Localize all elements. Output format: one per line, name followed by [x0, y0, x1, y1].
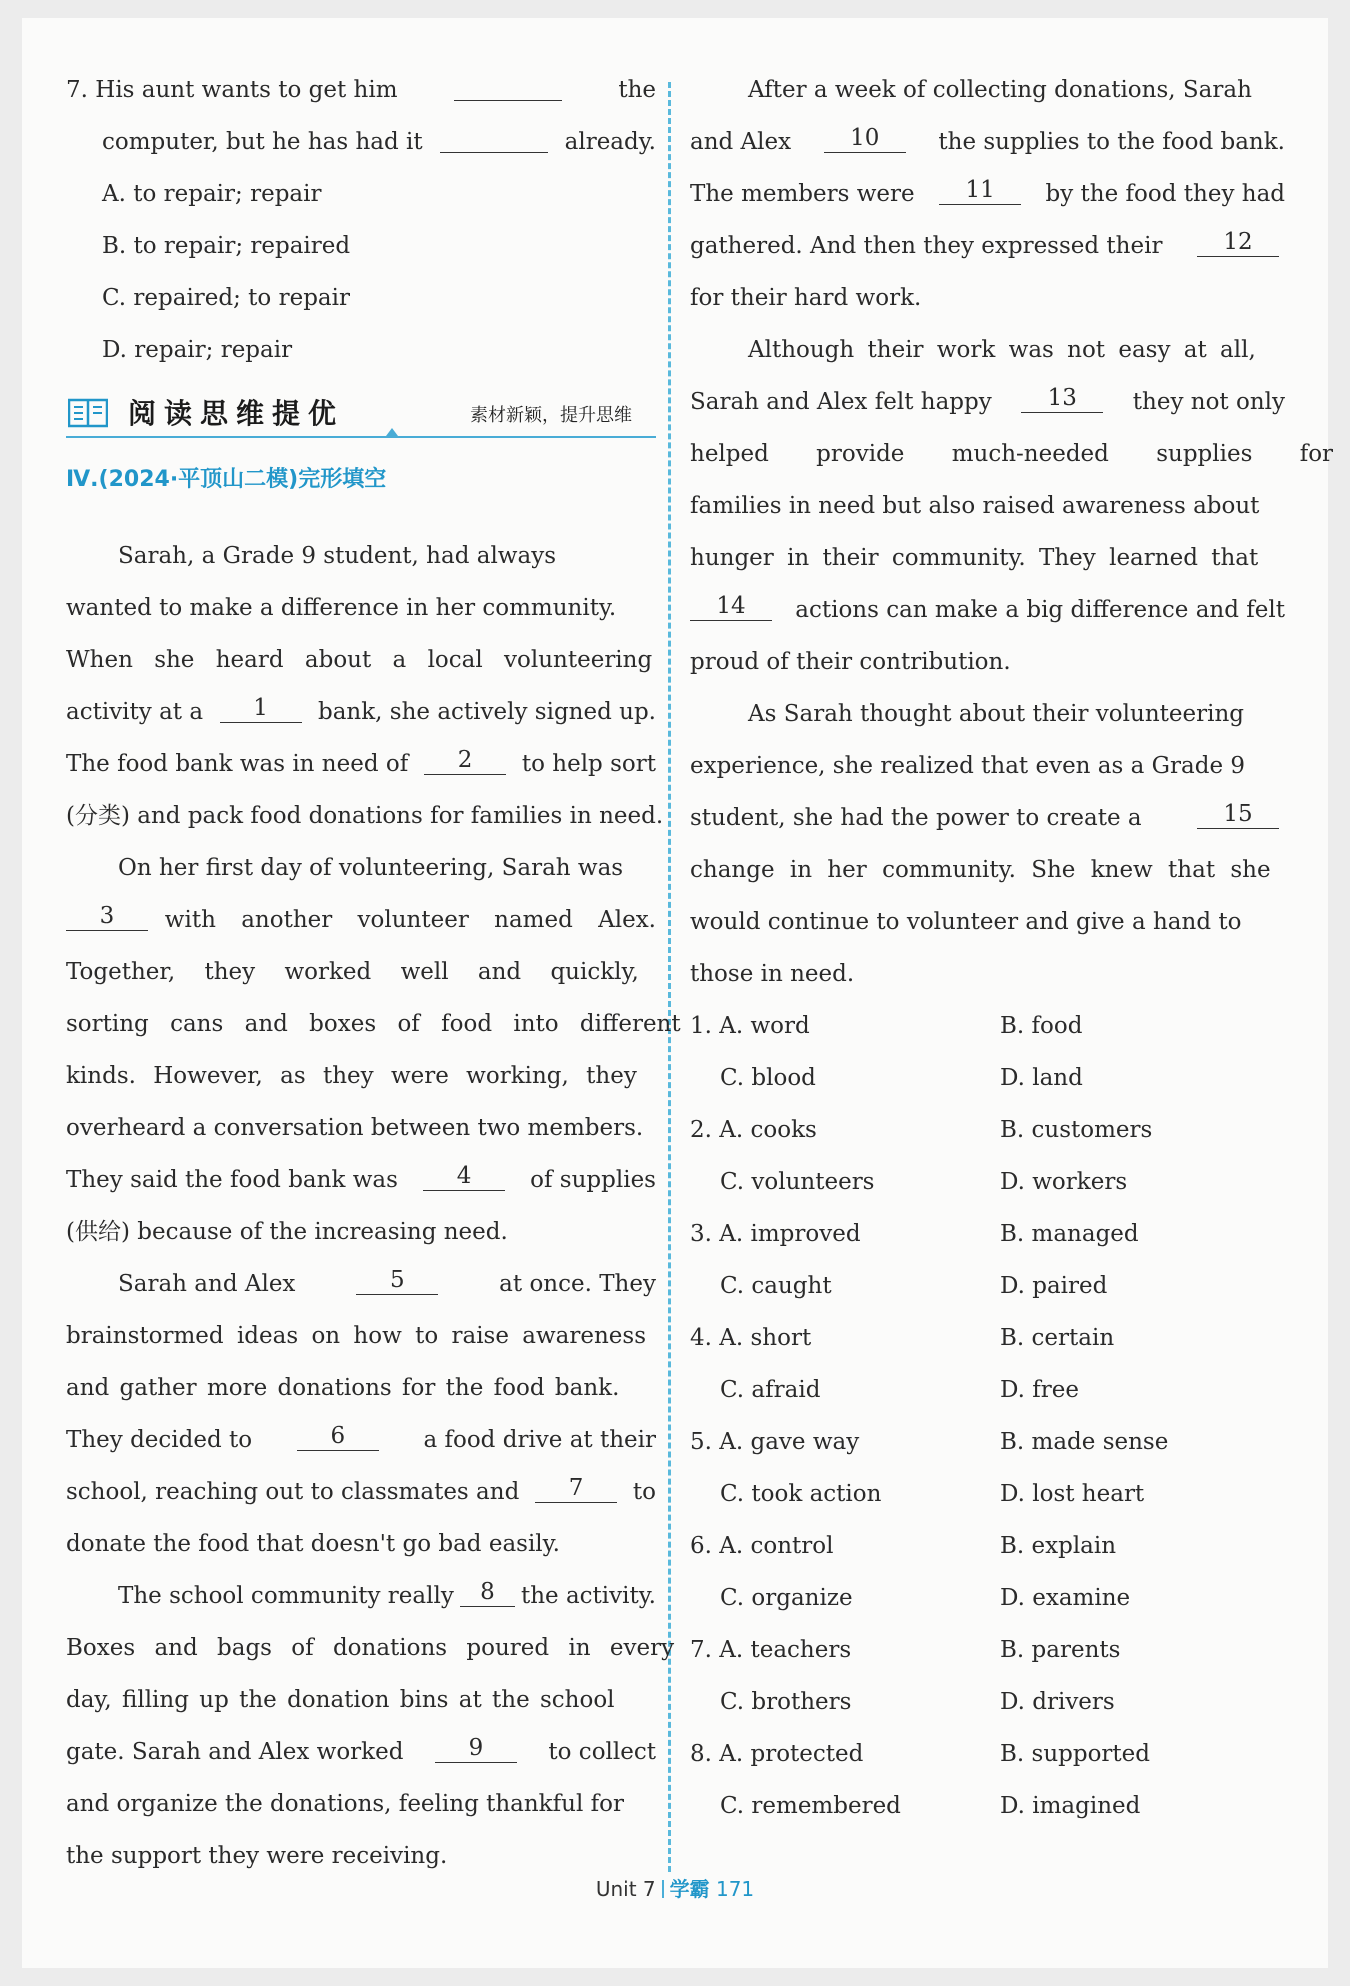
passage-line: for their hard work.: [690, 285, 922, 311]
blank-8[interactable]: 8: [460, 1576, 515, 1607]
passage-line: and gather more donations for the food bank.: [66, 1375, 620, 1401]
passage-line: hunger in their community. They learned that: [690, 545, 1259, 571]
q2-option-d[interactable]: D. workers: [1000, 1169, 1128, 1195]
passage-line: would continue to volunteer and give a hand to: [690, 909, 1242, 935]
section-header: [66, 390, 656, 442]
blank-7[interactable]: 7: [535, 1472, 617, 1503]
q1-option-b[interactable]: B. food: [1000, 1013, 1083, 1039]
passage-line: On her first day of volunteering, Sarah was: [118, 855, 624, 881]
passage-line: overheard a conversation between two members.: [66, 1115, 644, 1141]
q4-option-a[interactable]: 4. A. short: [690, 1325, 812, 1351]
q7-option-b[interactable]: B. parents: [1000, 1637, 1121, 1663]
passage-line: helped provide much-needed supplies for: [690, 441, 1334, 467]
passage-line: those in need.: [690, 961, 855, 987]
q8-option-c[interactable]: C. remembered: [720, 1793, 901, 1819]
q3-option-c[interactable]: C. caught: [720, 1273, 832, 1299]
passage-line: Sarah, a Grade 9 student, had always: [118, 543, 556, 569]
passage-line: wanted to make a difference in her community.: [66, 595, 617, 621]
section-header-title: 阅读思维提优: [128, 397, 345, 430]
q8-option-d[interactable]: D. imagined: [1000, 1793, 1141, 1819]
footer-brand: 学霸: [669, 1877, 710, 1901]
blank-4[interactable]: 4: [423, 1160, 505, 1191]
q7-option-a[interactable]: 7. A. teachers: [690, 1637, 852, 1663]
blank-3[interactable]: 3: [66, 900, 148, 931]
passage-line: 3 with another volunteer named Alex.: [66, 900, 656, 940]
q8-option-a[interactable]: 8. A. protected: [690, 1741, 864, 1767]
blank-15[interactable]: 15: [1197, 798, 1279, 829]
q5-option-a[interactable]: 5. A. gave way: [690, 1429, 860, 1455]
passage-line: Although their work was not easy at all,: [748, 337, 1256, 363]
passage-line: day, filling up the donation bins at the school: [66, 1687, 615, 1713]
footer-separator: [662, 1880, 664, 1898]
blank-10[interactable]: 10: [824, 122, 906, 153]
passage-line: student, she had the power to create a 15: [690, 798, 1285, 838]
q7-option-d[interactable]: D. drivers: [1000, 1689, 1115, 1715]
blank-6[interactable]: 6: [297, 1420, 379, 1451]
q5-option-b[interactable]: B. made sense: [1000, 1429, 1169, 1455]
passage-line: activity at a 1 bank, she actively signed up.: [66, 692, 656, 732]
passage-line: gate. Sarah and Alex worked 9 to collect: [66, 1732, 656, 1772]
workbook-page: [22, 18, 1334, 1968]
passage-line: and organize the donations, feeling thankful for: [66, 1791, 624, 1817]
q3-option-d[interactable]: D. paired: [1000, 1273, 1108, 1299]
q7-option-a: A. to repair; repair: [102, 181, 322, 207]
answer-blank[interactable]: [454, 70, 562, 101]
answer-blank[interactable]: [440, 122, 548, 153]
blank-13[interactable]: 13: [1021, 382, 1103, 413]
passage-line: Together, they worked well and quickly,: [66, 959, 639, 985]
passage-line: They decided to 6 a food drive at their: [66, 1420, 656, 1460]
page-footer: [22, 1874, 1328, 1904]
blank-11[interactable]: 11: [939, 174, 1021, 205]
passage-line: (供给) because of the increasing need.: [66, 1219, 508, 1245]
q1-option-a[interactable]: 1. A. word: [690, 1013, 810, 1039]
q1-option-d[interactable]: D. land: [1000, 1065, 1083, 1091]
passage-line: experience, she realized that even as a Grade 9: [690, 753, 1246, 779]
q1-option-c[interactable]: C. blood: [720, 1065, 816, 1091]
q6-option-a[interactable]: 6. A. control: [690, 1533, 834, 1559]
footer-unit: Unit 7: [595, 1877, 656, 1901]
passage-line: donate the food that doesn't go bad easily.: [66, 1531, 560, 1557]
passage-line: school, reaching out to classmates and 7 to: [66, 1472, 656, 1512]
q6-option-b[interactable]: B. explain: [1000, 1533, 1117, 1559]
page-number: 171: [715, 1877, 755, 1901]
q4-option-b[interactable]: B. certain: [1000, 1325, 1115, 1351]
passage-line: (分类) and pack food donations for families in need.: [66, 803, 664, 829]
passage-line: The school community really 8 the activity.: [66, 1576, 656, 1616]
passage-line: After a week of collecting donations, Sarah: [748, 77, 1252, 103]
q5-option-d[interactable]: D. lost heart: [1000, 1481, 1145, 1507]
q2-option-b[interactable]: B. customers: [1000, 1117, 1153, 1143]
passage-line: kinds. However, as they were working, they: [66, 1063, 637, 1089]
passage-line: Boxes and bags of donations poured in every: [66, 1635, 675, 1661]
q7-line-1: 7. His aunt wants to get him the: [66, 70, 656, 110]
q6-option-d[interactable]: D. examine: [1000, 1585, 1131, 1611]
q7-line-2: computer, but he has had it already.: [66, 122, 656, 162]
open-book-icon: [68, 396, 108, 430]
header-pointer: [386, 428, 398, 436]
q7-option-c: C. repaired; to repair: [102, 285, 350, 311]
passage-line: the support they were receiving.: [66, 1843, 448, 1869]
passage-line: families in need but also raised awareness about: [690, 493, 1260, 519]
q3-option-a[interactable]: 3. A. improved: [690, 1221, 861, 1247]
q2-option-a[interactable]: 2. A. cooks: [690, 1117, 817, 1143]
passage-line: The food bank was in need of 2 to help sort: [66, 744, 656, 784]
q7-option-b: B. to repair; repaired: [102, 233, 351, 259]
passage-line: brainstormed ideas on how to raise awareness: [66, 1323, 647, 1349]
section-header-subtitle: 素材新颖，提升思维: [470, 405, 632, 426]
passage-line: gathered. And then they expressed their 12: [690, 226, 1285, 266]
q4-option-d[interactable]: D. free: [1000, 1377, 1079, 1403]
passage-line: When she heard about a local volunteering: [66, 647, 653, 673]
passage-line: change in her community. She knew that she: [690, 857, 1271, 883]
passage-line: They said the food bank was 4 of supplies: [66, 1160, 656, 1200]
passage-line: The members were 11 by the food they had: [690, 174, 1285, 214]
passage-line: As Sarah thought about their volunteering: [748, 701, 1244, 727]
blank-14[interactable]: 14: [690, 590, 772, 621]
q7-option-c[interactable]: C. brothers: [720, 1689, 852, 1715]
blank-1[interactable]: 1: [220, 692, 302, 723]
q2-option-c[interactable]: C. volunteers: [720, 1169, 875, 1195]
passage-line: Sarah and Alex 5 at once. They: [66, 1264, 656, 1304]
q3-option-b[interactable]: B. managed: [1000, 1221, 1139, 1247]
passage-line: sorting cans and boxes of food into different: [66, 1011, 681, 1037]
header-rule: [66, 436, 656, 438]
passage-line: 14 actions can make a big difference and felt: [690, 590, 1285, 630]
blank-12[interactable]: 12: [1197, 226, 1279, 257]
q6-option-c[interactable]: C. organize: [720, 1585, 853, 1611]
q4-option-c[interactable]: C. afraid: [720, 1377, 821, 1403]
exercise-title: Ⅳ.(2024·平顶山二模)完形填空: [66, 467, 387, 492]
passage-line: proud of their contribution.: [690, 649, 1011, 675]
blank-9[interactable]: 9: [435, 1732, 517, 1763]
q5-option-c[interactable]: C. took action: [720, 1481, 882, 1507]
q8-option-b[interactable]: B. supported: [1000, 1741, 1151, 1767]
blank-5[interactable]: 5: [356, 1264, 438, 1295]
column-divider: [668, 82, 671, 1872]
q7-option-d: D. repair; repair: [102, 337, 293, 363]
blank-2[interactable]: 2: [424, 744, 506, 775]
passage-line: Sarah and Alex felt happy 13 they not only: [690, 382, 1285, 422]
passage-line: and Alex 10 the supplies to the food bank.: [690, 122, 1285, 162]
